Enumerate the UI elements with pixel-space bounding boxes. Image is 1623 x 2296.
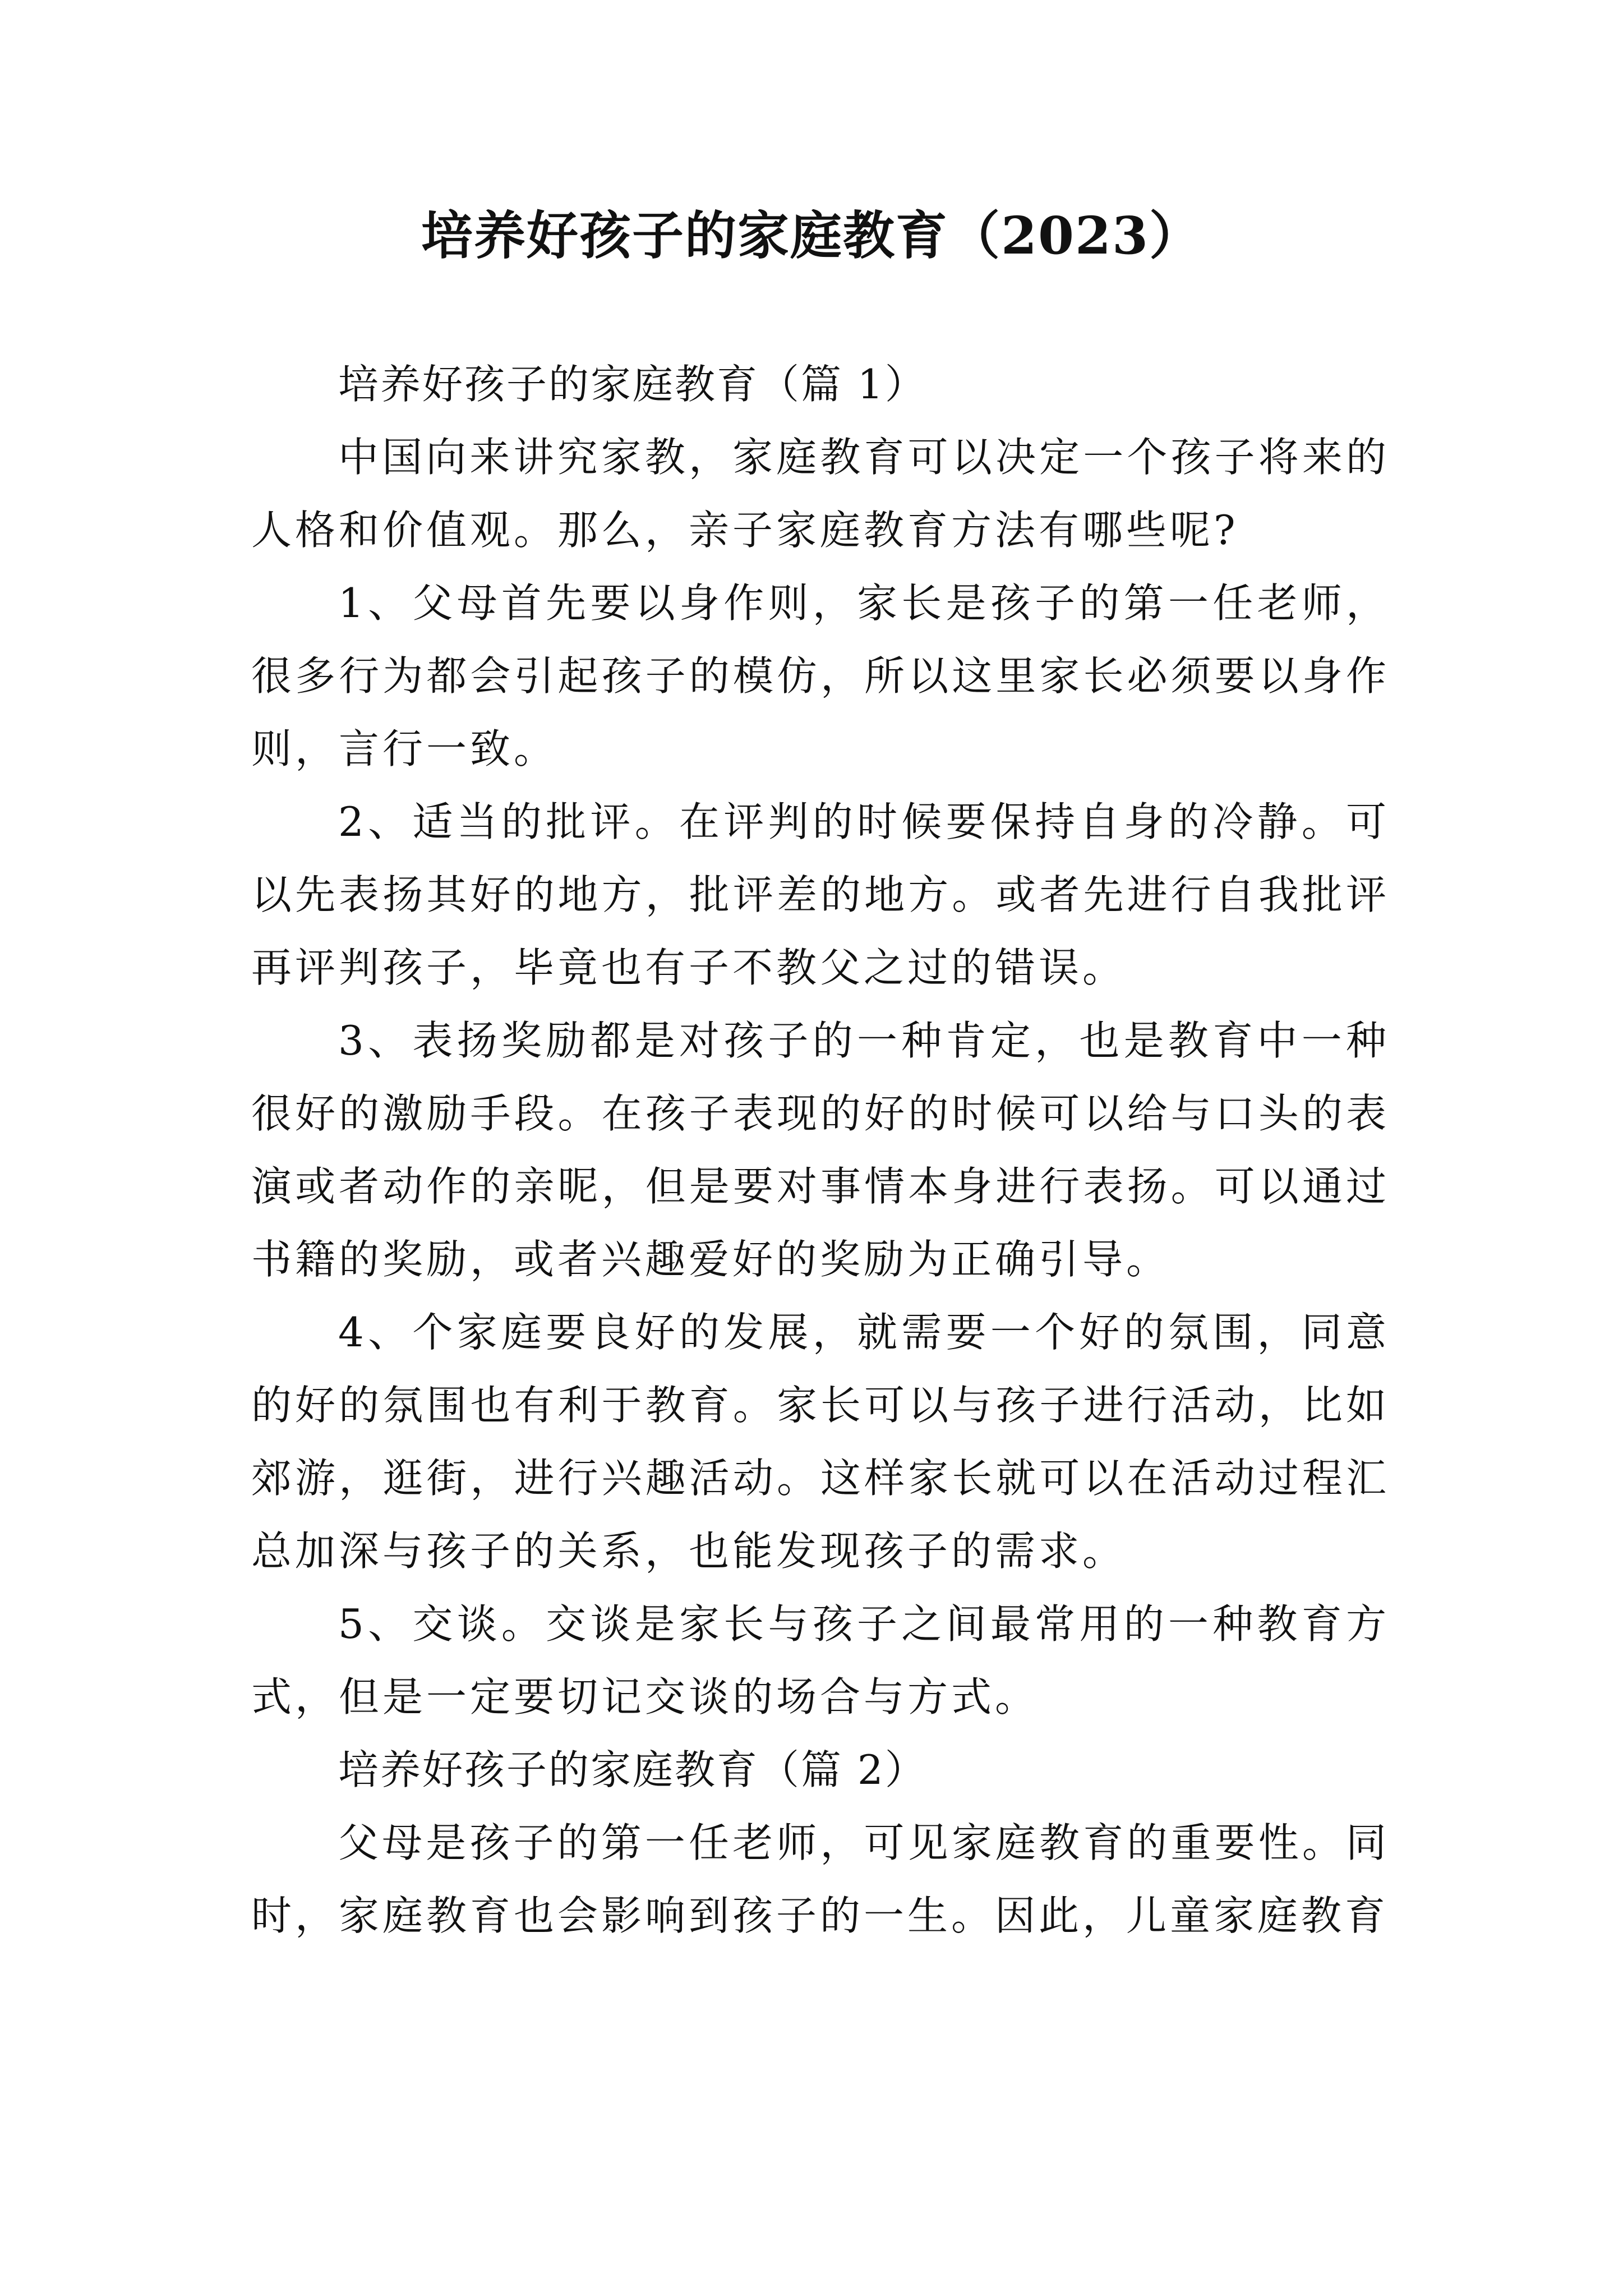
- paragraph-point-5: 5、交谈。交谈是家长与孩子之间最常用的一种教育方式，但是一定要切记交谈的场合与方式。: [251, 1600, 1390, 1720]
- paragraph-point-2: 2、适当的批评。在评判的时候要保持自身的冷静。可以先表扬其好的地方，批评差的地方。或者先进行自我批评再评判孩子，毕竟也有子不教父之过的错误。: [251, 798, 1390, 991]
- document-title: 培养好孩子的家庭教育（2023）: [421, 205, 1202, 266]
- document-body: [251, 348, 1390, 1952]
- paragraph-point-4: 4、个家庭要良好的发展，就需要一个好的氛围，同意的好的氛围也有利于教育。家长可以与孩子进行活动，比如郊游，逛街，进行兴趣活动。这样家长就可以在活动过程汇总加深与孩子的关系，也能发现孩子的需求。: [251, 1309, 1390, 1575]
- paragraph-point-1: 1、父母首先要以身作则，家长是孩子的第一任老师，很多行为都会引起孩子的模仿，所以这里家长必须要以身作则，言行一致。: [251, 579, 1390, 772]
- section-heading-2: 培养好孩子的家庭教育（篇 2）: [338, 1746, 927, 1793]
- section-heading-1: 培养好孩子的家庭教育（篇 1）: [338, 361, 927, 408]
- paragraph-intro: 中国向来讲究家教，家庭教育可以决定一个孩子将来的人格和价值观。那么，亲子家庭教育方法有哪些呢?: [251, 434, 1390, 554]
- paragraph-section-2-intro: 父母是孩子的第一任老师，可见家庭教育的重要性。同时，家庭教育也会影响到孩子的一生。因此，儿童家庭教育: [251, 1819, 1390, 1939]
- paragraph-point-3: 3、表扬奖励都是对孩子的一种肯定，也是教育中一种很好的激励手段。在孩子表现的好的时候可以给与口头的表演或者动作的亲昵，但是要对事情本身进行表扬。可以通过书籍的奖励，或者兴趣爱好的奖励为正确引导。: [251, 1017, 1390, 1283]
